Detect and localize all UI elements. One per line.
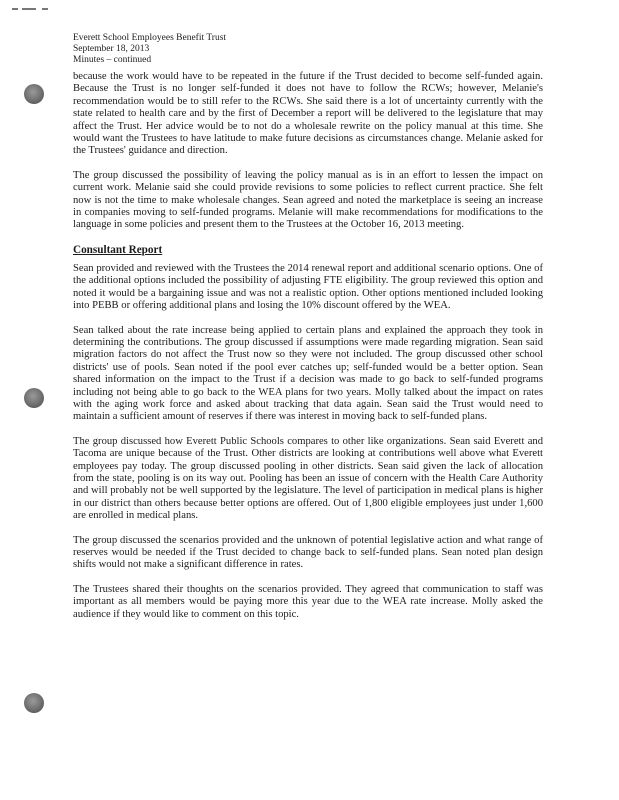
scan-mark [12,8,54,11]
header-section: Minutes – continued [73,55,152,65]
paragraph: Sean talked about the rate increase being applied to certain plans and explained the approach they took in determining the contributions. The group discussed if assumptions were made regarding migration. Sean said migration factors do not affect the Trust now so they were not included. The group discussed other school districts' use of pools. Sean noted if the pool ever catches up; self-funded would be a better option. Sean shared information on the impact to the Trust if a decision was made to go back to self-funded programs including not being able to go back to the WEA plans for two years. Molly talked about the impact on rates with the aging work force and asked about tracking that data again. Sean said the Trust would need to maintain a sufficient amount of reserves if there was interest in moving back to self-funded plans. [73,324,543,423]
paragraph: The Trustees shared their thoughts on the scenarios provided. They agreed that communication to staff was important as all members would be paying more this year due to the WEA rate increase. Molly asked the audience if they would like to comment on this topic. [73,583,543,620]
punch-hole [24,388,44,408]
paragraph: The group discussed how Everett Public Schools compares to other like organizations. Sean said Everett and Tacoma are unique because of the Trust. Other districts are looking at contributions well above what Everett employees pay today. The group discussed pooling in other districts. Sean said given the lack of allocation from the state, pooling is on its way out. Pooling has been an issue of concern with the Health Care Authority and will probably not be well supported by the legislature. The level of participation in medical plans is higher in our district than others because better options are offered. Out of 1,800 eligible employees just under 1,600 are enrolled in medical plans. [73,435,543,522]
paragraph: Sean provided and reviewed with the Trustees the 2014 renewal report and additional scenario options. One of the additional options included the possibility of adjusting FTE eligibility. The group reviewed this option and noted it would be a bargaining issue and was not a realistic option. Other options mentioned included looking into PEBB or offering additional plans and losing the 10% discount offered by the WEA. [73,262,543,312]
paragraph: because the work would have to be repeated in the future if the Trust decided to become self-funded again. Because the Trust is no longer self-funded it does not have to follow the RCWs; however, Melanie's recommendation would be to still refer to the RCWs. She said there is a lot of uncertainty currently with the state related to health care and by the first of December a report will be delivered to the legislature that may affect the Trust. Her advice would be to not do a wholesale rewrite on the policy manual at this time. She would want the Trustees to have latitude to make future decisions as circumstances change. Melanie asked for the Trustees' guidance and direction. [73,71,543,157]
page-header [73,33,226,66]
punch-hole [24,84,44,104]
header-org: Everett School Employees Benefit Trust [73,33,227,43]
minutes-body [73,71,543,633]
section-heading: Consultant Report [73,243,163,256]
punch-hole [24,693,44,713]
paragraph: The group discussed the scenarios provided and the unknown of potential legislative action and what range of reserves would be needed if the Trust decided to change back to self-funded plans. Sean noted plan design shifts would not make a significant difference in rates. [73,534,543,571]
header-date: September 18, 2013 [73,44,150,54]
paragraph: The group discussed the possibility of leaving the policy manual as is in an effort to lessen the impact on current work. Melanie said she could provide revisions to some policies to reflect current practice. She felt now is not the time to make wholesale changes. Sean agreed and noted the marketplace is seeing an increase in companies moving to self-funded programs. Melanie will make recommendations for modifications to the language in some policies and present them to the Trustees at the October 16, 2013 meeting. [73,169,543,231]
